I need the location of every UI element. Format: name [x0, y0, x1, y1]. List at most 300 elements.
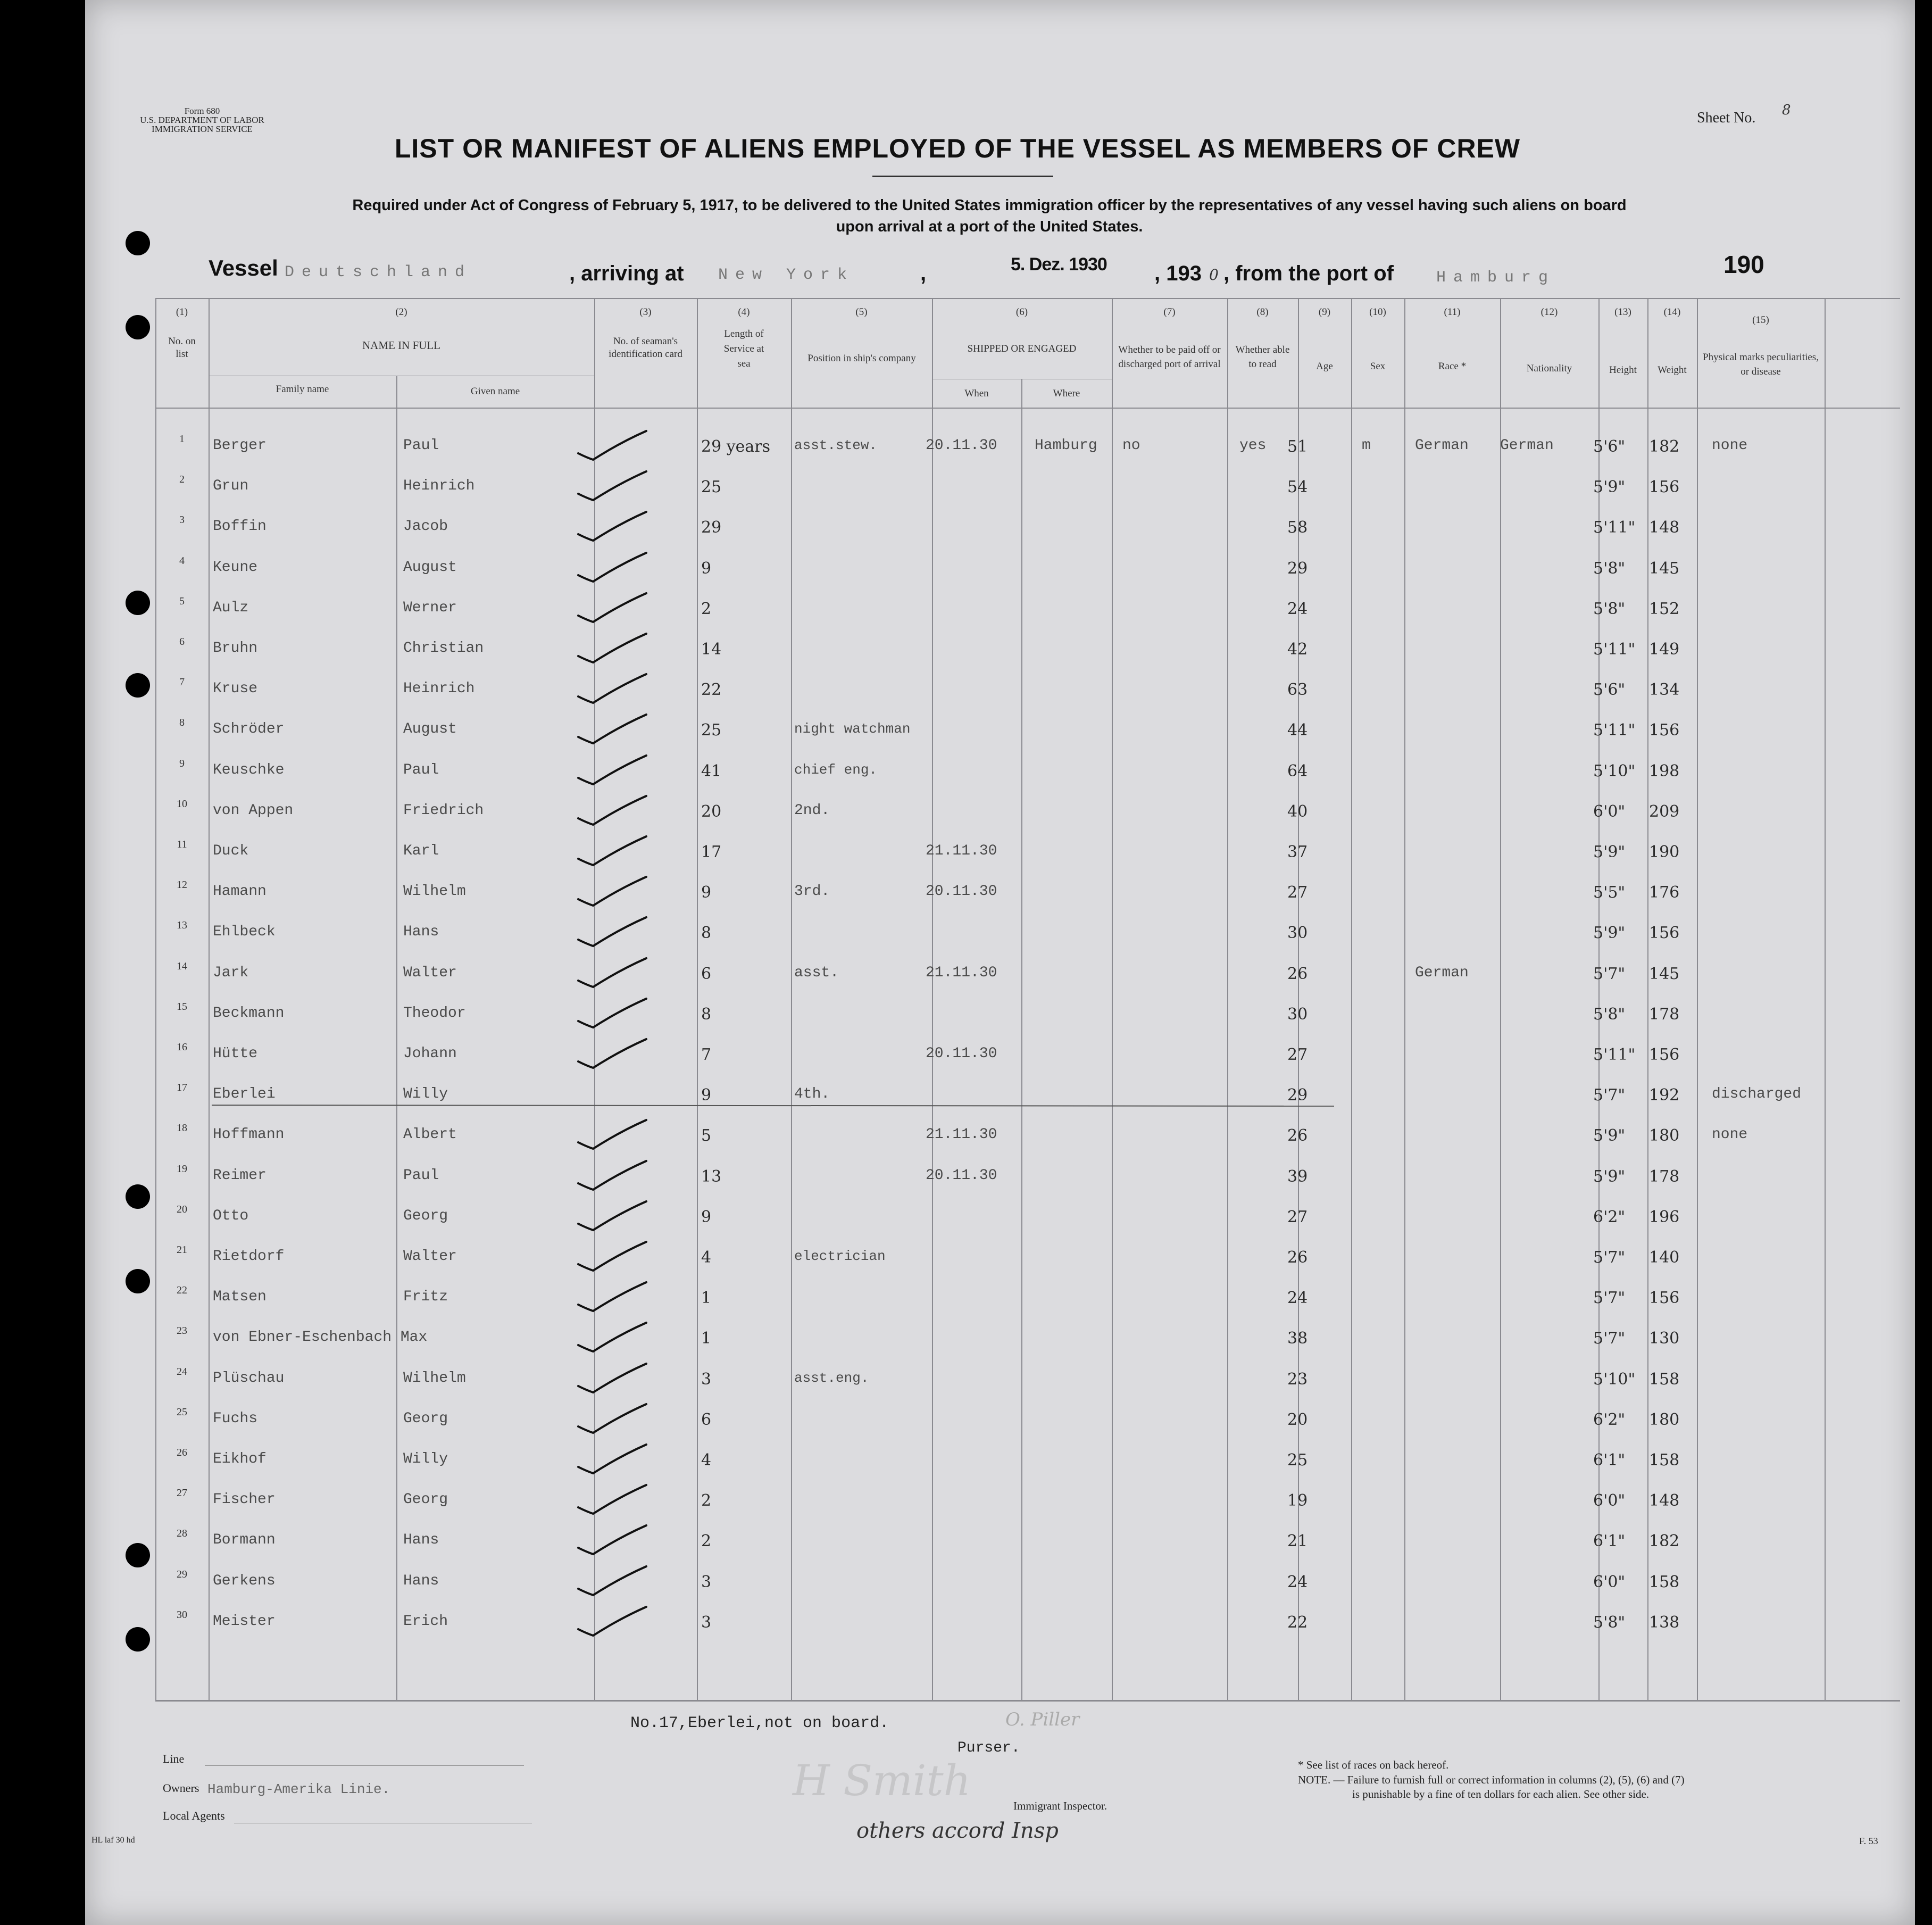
- row-height: 5'9": [1593, 478, 1626, 497]
- row-age: 29: [1287, 1086, 1308, 1105]
- checkmark-icon: [572, 467, 652, 504]
- row-service-length: 20: [701, 802, 722, 821]
- row-weight: 176: [1649, 883, 1680, 902]
- col-line: [1598, 298, 1600, 1700]
- checkmark-icon: [572, 1035, 652, 1072]
- row-family-name: Keune: [213, 559, 258, 576]
- row-position: asst.eng.: [794, 1370, 869, 1386]
- owners-label: Owners: [163, 1781, 199, 1795]
- row-service-length: 9: [701, 1086, 712, 1105]
- row-height: 5'11": [1593, 1046, 1636, 1064]
- col14-header: Weight: [1658, 364, 1687, 376]
- row-height: 5'7": [1593, 1329, 1626, 1348]
- row-family-name: von Ebner-Eschenbach Max: [213, 1329, 428, 1346]
- col6-header: SHIPPED OR ENGAGED: [967, 343, 1077, 354]
- punch-hole: [126, 315, 150, 339]
- row-number: 19: [177, 1163, 187, 1175]
- checkmark-icon: [572, 710, 652, 748]
- year-label: , 193: [1154, 262, 1202, 285]
- row-number: 15: [177, 1000, 187, 1013]
- row-number: 24: [177, 1365, 187, 1378]
- page-number: 190: [1723, 251, 1764, 278]
- row-age: 63: [1287, 681, 1308, 700]
- row-given-name: Willy: [403, 1086, 448, 1103]
- row-service-length: 29 years: [701, 437, 771, 456]
- row-weight: 156: [1649, 721, 1680, 740]
- col11-number: (11): [1444, 306, 1461, 318]
- row-family-name: Duck: [213, 843, 249, 859]
- checkmark-icon: [572, 670, 652, 707]
- from-label: , from the port of: [1223, 262, 1394, 285]
- row-height: 6'2": [1593, 1410, 1626, 1429]
- checkmark-icon: [572, 913, 652, 950]
- row-sex: m: [1362, 437, 1371, 454]
- row-position: 3rd.: [794, 883, 830, 900]
- row-service-length: 22: [701, 681, 722, 700]
- title-underline: [872, 176, 1053, 177]
- row-shipped-when: 21.11.30: [926, 964, 997, 981]
- row-given-name: Paul: [403, 1167, 439, 1184]
- row-number: 13: [177, 919, 187, 932]
- row-physical-marks: none: [1712, 1126, 1748, 1143]
- row-number: 30: [177, 1608, 187, 1621]
- row-service-length: 2: [701, 1491, 712, 1511]
- row-height: 6'0": [1593, 1572, 1626, 1591]
- row-weight: 190: [1649, 843, 1680, 861]
- col9-header: Age: [1316, 361, 1333, 372]
- col1-number: (1): [176, 306, 188, 318]
- row-number: 4: [179, 554, 185, 567]
- row-family-name: Otto: [213, 1207, 249, 1224]
- row-age: 37: [1287, 843, 1308, 861]
- row-age: 21: [1287, 1532, 1308, 1551]
- form-number: Form 680: [184, 106, 220, 116]
- row-weight: 192: [1649, 1086, 1680, 1105]
- row-service-length: 29: [701, 518, 722, 537]
- row-height: 5'11": [1593, 721, 1636, 740]
- col-line: [1298, 298, 1299, 1700]
- checkmark-icon: [572, 1116, 652, 1153]
- row-given-name: Paul: [403, 437, 439, 454]
- row-position: asst.stew.: [794, 437, 878, 453]
- row-height: 5'9": [1593, 1126, 1626, 1146]
- line-label: Line: [163, 1752, 185, 1765]
- row-age: 24: [1287, 1572, 1308, 1591]
- row-weight: 148: [1649, 1491, 1680, 1511]
- row-age: 24: [1287, 1289, 1308, 1308]
- row-weight: 134: [1649, 681, 1680, 700]
- row-number: 1: [179, 433, 185, 445]
- row-given-name: Georg: [403, 1410, 448, 1427]
- row-age: 19: [1287, 1491, 1308, 1511]
- checkmark-icon: [572, 1521, 652, 1558]
- row-age: 27: [1287, 1046, 1308, 1064]
- subtitle-line-2: upon arrival at a port of the United States.: [836, 218, 1143, 235]
- row-position: 4th.: [794, 1086, 830, 1103]
- arriving-port: New York: [718, 266, 855, 284]
- row-height: 5'11": [1593, 640, 1636, 659]
- row-weight: 148: [1649, 518, 1680, 537]
- checkmark-icon: [572, 1278, 652, 1315]
- row-family-name: Meister: [213, 1613, 276, 1630]
- row-weight: 178: [1649, 1005, 1680, 1024]
- row-given-name: Theodor: [403, 1005, 466, 1022]
- row-family-name: Schröder: [213, 721, 285, 738]
- row-given-name: Fritz: [403, 1289, 448, 1306]
- row-weight: 156: [1649, 478, 1680, 497]
- checkmark-icon: [572, 994, 652, 1032]
- col5-number: (5): [855, 306, 868, 318]
- row-given-name: Albert: [403, 1126, 457, 1143]
- row-shipped-when: 21.11.30: [926, 1126, 997, 1143]
- row-given-name: Wilhelm: [403, 1370, 466, 1387]
- checkmark-icon: [572, 1562, 652, 1599]
- row-weight: 158: [1649, 1370, 1680, 1389]
- row-age: 27: [1287, 883, 1308, 902]
- row-given-name: Hans: [403, 924, 439, 941]
- checkmark-icon: [572, 1197, 652, 1234]
- col6a-header: When: [964, 388, 989, 399]
- punch-hole: [126, 673, 150, 698]
- row-weight: 138: [1649, 1613, 1680, 1632]
- row-given-name: Werner: [403, 599, 457, 616]
- row-family-name: von Appen: [213, 802, 294, 819]
- col6b-header: Where: [1053, 388, 1080, 399]
- row-family-name: Fischer: [213, 1491, 276, 1508]
- purser-signature: O. Piller: [1005, 1709, 1080, 1730]
- punch-hole: [126, 1269, 150, 1293]
- row-age: 26: [1287, 1248, 1308, 1267]
- row-weight: 130: [1649, 1329, 1680, 1348]
- row-height: 5'6": [1593, 437, 1626, 456]
- checkmark-icon: [572, 1481, 652, 1518]
- note-line-1: NOTE. — Failure to furnish full or correct information in columns (2), (5), (6) and (7): [1298, 1773, 1685, 1786]
- row-given-name: Hans: [403, 1572, 439, 1589]
- col15-number: (15): [1752, 314, 1769, 326]
- row-service-length: 2: [701, 599, 712, 618]
- col-line: [932, 298, 933, 1700]
- row-shipped-when: 20.11.30: [926, 883, 997, 900]
- col4-number: (4): [738, 306, 750, 318]
- col-line: [1021, 379, 1022, 1700]
- row-family-name: Hoffmann: [213, 1126, 285, 1143]
- others-note: others accord Insp: [856, 1819, 1059, 1843]
- row-family-name: Hütte: [213, 1046, 258, 1062]
- row-given-name: Walter: [403, 1248, 457, 1265]
- row-race: German: [1415, 437, 1469, 454]
- inspector-signature: H Smith: [793, 1756, 971, 1805]
- row-physical-marks: none: [1712, 437, 1748, 454]
- checkmark-icon: [572, 1157, 652, 1194]
- form-id-block: [122, 106, 282, 134]
- row-family-name: Aulz: [213, 599, 249, 616]
- row-age: 20: [1287, 1410, 1308, 1429]
- col11-header: Race *: [1438, 361, 1467, 372]
- row-family-name: Plüschau: [213, 1370, 285, 1387]
- row-weight: 140: [1649, 1248, 1680, 1267]
- row-given-name: Heinrich: [403, 478, 475, 495]
- row-given-name: Wilhelm: [403, 883, 466, 900]
- col-line: [1825, 298, 1826, 1700]
- row-service-length: 1: [701, 1289, 712, 1308]
- col12-number: (12): [1540, 306, 1558, 318]
- col4-header: Length of Service at sea: [723, 328, 764, 369]
- row-given-name: Friedrich: [403, 802, 484, 819]
- row-given-name: Christian: [403, 640, 484, 657]
- checkmark-icon: [572, 427, 652, 464]
- checkmark-icon: [572, 792, 652, 829]
- checkmark-icon: [572, 1440, 652, 1478]
- row-number: 10: [177, 798, 187, 810]
- row-age: 64: [1287, 761, 1308, 781]
- row-number: 7: [179, 676, 185, 688]
- row-given-name: Willy: [403, 1451, 448, 1467]
- col-line: [396, 376, 397, 1700]
- service-name: IMMIGRATION SERVICE: [152, 124, 253, 134]
- row-height: 5'7": [1593, 1086, 1626, 1105]
- row-age: 42: [1287, 640, 1308, 659]
- row-weight: 180: [1649, 1126, 1680, 1146]
- row-position: chief eng.: [794, 761, 878, 778]
- col8-number: (8): [1256, 306, 1269, 318]
- row-given-name: Walter: [403, 964, 457, 981]
- row-family-name: Fuchs: [213, 1410, 258, 1427]
- row-service-length: 6: [701, 1410, 712, 1429]
- col-line: [1697, 298, 1698, 1700]
- row-number: 16: [177, 1041, 187, 1053]
- row-number: 18: [177, 1122, 187, 1134]
- row-service-length: 9: [701, 559, 712, 578]
- row-height: 5'9": [1593, 1167, 1626, 1186]
- col12-header: Nationality: [1526, 363, 1572, 374]
- row-service-length: 3: [701, 1572, 712, 1591]
- row-paid-off: no: [1122, 437, 1140, 454]
- subtitle: [191, 195, 1787, 237]
- row-family-name: Reimer: [213, 1167, 267, 1184]
- row-given-name: Johann: [403, 1046, 457, 1062]
- row-given-name: Georg: [403, 1491, 448, 1508]
- owners-value: Hamburg-Amerika Linie.: [207, 1781, 390, 1797]
- row-number: 2: [179, 474, 185, 486]
- row-service-length: 7: [701, 1046, 712, 1064]
- row-family-name: Bormann: [213, 1532, 276, 1549]
- punch-hole: [126, 1543, 150, 1567]
- col-line: [1500, 298, 1501, 1700]
- row-weight: 158: [1649, 1572, 1680, 1591]
- arriving-label: , arriving at: [569, 262, 684, 285]
- year-digit: 0: [1209, 266, 1219, 284]
- row-height: 6'2": [1593, 1207, 1626, 1226]
- row-age: 39: [1287, 1167, 1308, 1186]
- row-age: 30: [1287, 1005, 1308, 1024]
- row-family-name: Eikhof: [213, 1451, 267, 1467]
- row-able-to-read: yes: [1239, 437, 1267, 454]
- row-age: 25: [1287, 1451, 1308, 1470]
- punch-hole: [126, 1184, 150, 1209]
- row-service-length: 9: [701, 883, 712, 902]
- row-family-name: Beckmann: [213, 1005, 285, 1022]
- row-position: electrician: [794, 1248, 886, 1264]
- row-weight: 180: [1649, 1410, 1680, 1429]
- col-line: [1404, 298, 1405, 1700]
- vessel-name: Deutschland: [285, 263, 472, 281]
- col5-header: Position in ship's company: [807, 353, 916, 364]
- row-service-length: 8: [701, 924, 712, 943]
- page-title: LIST OR MANIFEST OF ALIENS EMPLOYED OF THE VESSEL AS MEMBERS OF CREW: [394, 134, 1521, 163]
- manifest-sheet: [85, 0, 1915, 1925]
- row-weight: 149: [1649, 640, 1680, 659]
- row-family-name: Berger: [213, 437, 267, 454]
- row-height: 5'9": [1593, 843, 1626, 861]
- checkmark-icon: [572, 589, 652, 626]
- row-weight: 152: [1649, 599, 1680, 618]
- row-age: 23: [1287, 1370, 1308, 1389]
- col-line: [209, 298, 210, 1700]
- col6-number: (6): [1015, 306, 1028, 318]
- row-number: 25: [177, 1406, 187, 1418]
- row-position: 2nd.: [794, 802, 830, 819]
- row-age: 51: [1287, 437, 1308, 456]
- row-number: 21: [177, 1244, 187, 1256]
- purser-label: Purser.: [957, 1740, 1020, 1756]
- row-service-length: 14: [701, 640, 722, 659]
- row-given-name: Georg: [403, 1207, 448, 1224]
- row-number: 29: [177, 1568, 187, 1580]
- row-age: 40: [1287, 802, 1308, 821]
- row-height: 6'0": [1593, 1491, 1626, 1511]
- row-weight: 156: [1649, 1046, 1680, 1064]
- row-number: 9: [179, 757, 185, 769]
- row-shipped-when: 21.11.30: [926, 843, 997, 859]
- sheet-number: 8: [1782, 102, 1791, 118]
- row-given-name: August: [403, 559, 457, 576]
- footer-note: No.17,Eberlei,not on board.: [630, 1714, 889, 1732]
- line-underline: [205, 1765, 524, 1766]
- row-shipped-when: 20.11.30: [926, 1167, 997, 1184]
- row-family-name: Bruhn: [213, 640, 258, 657]
- row-given-name: Karl: [403, 843, 439, 859]
- row-weight: 156: [1649, 1289, 1680, 1308]
- subtitle-line-1: Required under Act of Congress of February 5, 1917, to be delivered to the United States immigration officer by the representatives of any vessel having such aliens on board: [352, 197, 1627, 214]
- sheet-label: Sheet No.: [1697, 110, 1756, 126]
- col10-header: Sex: [1370, 361, 1386, 372]
- checkmark-icon: [572, 508, 652, 545]
- row-number: 6: [179, 636, 185, 648]
- row-service-length: 5: [701, 1126, 712, 1146]
- row-family-name: Ehlbeck: [213, 924, 276, 941]
- col3-header: No. of seaman's identification card: [609, 336, 682, 360]
- col-line: [791, 298, 792, 1700]
- row-shipped-where: Hamburg: [1035, 437, 1097, 454]
- row-number: 14: [177, 960, 187, 972]
- row-number: 3: [179, 514, 185, 526]
- row-height: 5'8": [1593, 559, 1626, 578]
- col7-header: Whether to be paid off or discharged port of arrival: [1118, 344, 1221, 370]
- row-height: 6'0": [1593, 802, 1626, 821]
- row-shipped-when: 20.11.30: [926, 1046, 997, 1062]
- row-number: 23: [177, 1325, 187, 1337]
- punch-hole: [126, 231, 150, 255]
- row-number: 8: [179, 717, 185, 729]
- row-age: 26: [1287, 964, 1308, 983]
- row-service-length: 25: [701, 721, 722, 740]
- row-service-length: 13: [701, 1167, 722, 1186]
- col10-number: (10): [1369, 306, 1386, 318]
- row-age: 30: [1287, 924, 1308, 943]
- row-number: 27: [177, 1487, 187, 1499]
- col-line: [1647, 298, 1648, 1700]
- row-service-length: 3: [701, 1370, 712, 1389]
- row-nationality: German: [1500, 437, 1554, 454]
- inspector-label: Immigrant Inspector.: [1013, 1799, 1107, 1812]
- col2-header: NAME IN FULL: [362, 339, 440, 352]
- col13-header: Height: [1609, 364, 1637, 376]
- row-height: 6'1": [1593, 1532, 1626, 1551]
- row-number: 20: [177, 1203, 187, 1215]
- col7-number: (7): [1163, 306, 1176, 318]
- table-bottom-border: [155, 1700, 1900, 1702]
- date-stamp: 5. Dez. 1930: [1011, 254, 1107, 275]
- row-height: 5'7": [1593, 1289, 1626, 1308]
- row-number: 5: [179, 595, 185, 607]
- row-age: 58: [1287, 518, 1308, 537]
- row-age: 26: [1287, 1126, 1308, 1146]
- vessel-label: Vessel: [209, 255, 278, 280]
- checkmark-icon: [572, 1318, 652, 1356]
- checkmark-icon: [572, 1359, 652, 1397]
- row-given-name: August: [403, 721, 457, 738]
- checkmark-icon: [572, 549, 652, 586]
- row-height: 5'8": [1593, 599, 1626, 618]
- row-family-name: Hamann: [213, 883, 267, 900]
- row-age: 27: [1287, 1207, 1308, 1226]
- row-physical-marks: discharged: [1712, 1086, 1802, 1103]
- row-given-name: Hans: [403, 1532, 439, 1549]
- row-family-name: Rietdorf: [213, 1248, 285, 1265]
- row-family-name: Grun: [213, 478, 249, 495]
- row-weight: 145: [1649, 559, 1680, 578]
- row-given-name: Paul: [403, 761, 439, 778]
- row-shipped-when: 20.11.30: [926, 437, 997, 454]
- row-family-name: Kruse: [213, 681, 258, 698]
- row-height: 5'8": [1593, 1005, 1626, 1024]
- col-line: [1351, 298, 1352, 1700]
- row-service-length: 25: [701, 478, 722, 497]
- comma-mark: ,: [920, 262, 927, 285]
- row-service-length: 8: [701, 1005, 712, 1024]
- races-note: * See list of races on back hereof.: [1298, 1758, 1449, 1771]
- row-service-length: 4: [701, 1451, 712, 1470]
- col3-number: (3): [639, 306, 652, 318]
- row-weight: 158: [1649, 1451, 1680, 1470]
- row-given-name: Erich: [403, 1613, 448, 1630]
- col-line: [1112, 298, 1113, 1700]
- row-age: 22: [1287, 1613, 1308, 1632]
- row-weight: 145: [1649, 964, 1680, 983]
- row-height: 5'9": [1593, 924, 1626, 943]
- col2b-header: Given name: [470, 386, 520, 397]
- row-given-name: Jacob: [403, 518, 448, 535]
- row-height: 5'6": [1593, 681, 1626, 700]
- col1-header: No. on list: [168, 336, 196, 360]
- row-position: asst.: [794, 964, 839, 981]
- row-height: 5'10": [1593, 761, 1636, 781]
- row-weight: 209: [1649, 802, 1680, 821]
- row-height: 5'11": [1593, 518, 1636, 537]
- col-line: [1227, 298, 1228, 1700]
- row-given-name: Heinrich: [403, 681, 475, 698]
- row-family-name: Keuschke: [213, 761, 285, 778]
